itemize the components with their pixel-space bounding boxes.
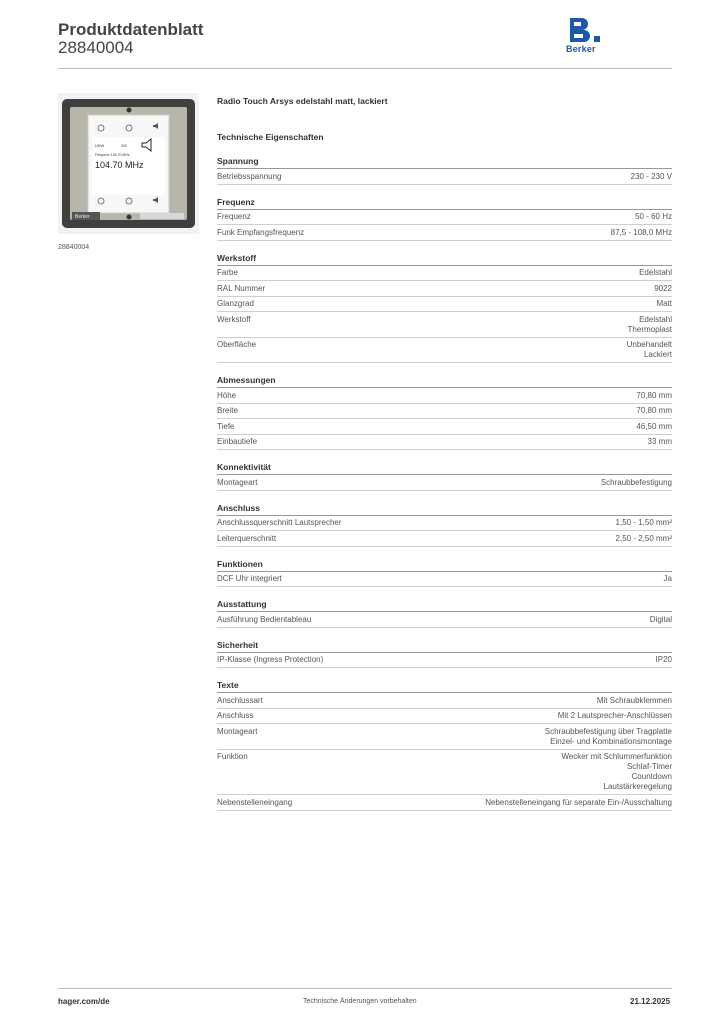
spec-label: Anschluss bbox=[217, 711, 254, 720]
spec-label: Glanzgrad bbox=[217, 299, 254, 308]
section-title: Ausstattung bbox=[217, 599, 672, 612]
spec-row bbox=[217, 531, 672, 547]
spec-row bbox=[217, 516, 672, 532]
footer-date: 21.12.2025 bbox=[630, 997, 671, 1006]
spec-value: Ja bbox=[663, 574, 672, 583]
spec-section bbox=[217, 253, 672, 364]
section-title: Funktionen bbox=[217, 559, 672, 572]
header-article-number: 28840004 bbox=[58, 38, 134, 57]
spec-section bbox=[217, 559, 672, 588]
spec-row bbox=[217, 338, 672, 364]
tech-heading: Technische Eigenschaften bbox=[217, 132, 324, 142]
spec-sections bbox=[217, 156, 672, 811]
spec-label: Montageart bbox=[217, 477, 258, 487]
spec-label: DCF Uhr integriert bbox=[217, 574, 282, 583]
spec-label: RAL Nummer bbox=[217, 283, 266, 293]
section-title: Abmessungen bbox=[217, 375, 672, 388]
spec-section bbox=[217, 503, 672, 547]
product-image bbox=[58, 93, 199, 234]
spec-value: IP20 bbox=[655, 655, 672, 664]
spec-section bbox=[217, 680, 672, 811]
spec-row bbox=[217, 297, 672, 313]
display-band: UKW bbox=[95, 143, 105, 148]
spec-row bbox=[217, 693, 672, 709]
spec-row bbox=[217, 653, 672, 669]
spec-value: Wecker mit Schlummerfunktion Schlaf-Timer Countdown Lautstärkeregelung bbox=[561, 752, 672, 791]
spec-row bbox=[217, 435, 672, 451]
spec-label: Tiefe bbox=[217, 421, 235, 431]
spec-label: Breite bbox=[217, 406, 238, 415]
section-title: Frequenz bbox=[217, 197, 672, 210]
section-title: Werkstoff bbox=[217, 253, 672, 266]
spec-value: Edelstahl bbox=[639, 268, 672, 277]
spec-value: Unbehandelt Lackiert bbox=[626, 340, 672, 359]
spec-value: 87,5 - 108,0 MHz bbox=[610, 227, 672, 237]
spec-label: Betriebsspannung bbox=[217, 171, 282, 181]
spec-row bbox=[217, 572, 672, 588]
spec-label: Leiterquerschnitt bbox=[217, 533, 277, 543]
spec-label: Funk Empfangsfrequenz bbox=[217, 227, 305, 237]
spec-label: IP-Klasse (Ingress Protection) bbox=[217, 655, 324, 664]
spec-label: Einbautiefe bbox=[217, 437, 258, 446]
spec-value: Matt bbox=[656, 299, 672, 308]
spec-section bbox=[217, 462, 672, 491]
spec-section bbox=[217, 375, 672, 450]
display-preset: 2/8 bbox=[121, 143, 127, 148]
section-title: Spannung bbox=[217, 156, 672, 169]
spec-value: 70,80 mm bbox=[636, 390, 672, 400]
spec-row bbox=[217, 169, 672, 185]
header-divider bbox=[58, 68, 672, 69]
footer-website[interactable]: hager.com/de bbox=[58, 997, 110, 1006]
spec-section bbox=[217, 599, 672, 628]
spec-value: 9022 bbox=[654, 283, 672, 293]
spec-value: Schraubbefestigung bbox=[600, 477, 672, 487]
spec-value: 70,80 mm bbox=[636, 406, 672, 415]
spec-row bbox=[217, 312, 672, 338]
spec-row bbox=[217, 388, 672, 404]
spec-value: Schraubbefestigung über Tragplatte Einzel- und Kombinationsmontage bbox=[544, 726, 672, 746]
spec-row bbox=[217, 266, 672, 282]
spec-label: Montageart bbox=[217, 726, 258, 736]
spec-label: Farbe bbox=[217, 268, 238, 277]
spec-row bbox=[217, 612, 672, 628]
spec-row bbox=[217, 404, 672, 420]
section-title: Konnektivität bbox=[217, 462, 672, 475]
spec-label: Oberfläche bbox=[217, 340, 257, 349]
spec-value: 230 - 230 V bbox=[630, 171, 672, 181]
spec-label: Ausführung Bedientableau bbox=[217, 614, 312, 624]
spec-value: 33 mm bbox=[647, 437, 672, 446]
spec-row bbox=[217, 281, 672, 297]
product-name: Radio Touch Arsys edelstahl matt, lackiert bbox=[217, 96, 388, 106]
spec-label: Anschlussquerschnitt Lautsprecher bbox=[217, 518, 342, 527]
display-label: Frequenz 104.70 MHz bbox=[95, 153, 130, 157]
image-caption: 28840004 bbox=[58, 244, 90, 251]
spec-value: Digital bbox=[649, 614, 672, 624]
spec-value: Mit 2 Lautsprecher-Anschlüssen bbox=[557, 711, 672, 720]
spec-value: Edelstahl Thermoplast bbox=[627, 314, 672, 334]
spec-value: 2,50 - 2,50 mm² bbox=[615, 533, 672, 543]
spec-label: Funktion bbox=[217, 752, 248, 761]
spec-row bbox=[217, 709, 672, 725]
spec-value: 46,50 mm bbox=[636, 421, 672, 431]
spec-label: Werkstoff bbox=[217, 314, 251, 324]
spec-label: Frequenz bbox=[217, 212, 251, 221]
brand-name: Berker bbox=[566, 44, 596, 54]
spec-row bbox=[217, 750, 672, 796]
spec-value: 50 - 60 Hz bbox=[635, 212, 672, 221]
berker-b-icon bbox=[566, 16, 606, 44]
footer-notice: Technische Änderungen vorbehalten bbox=[303, 998, 417, 1005]
spec-value: 1,50 - 1,50 mm² bbox=[615, 518, 672, 527]
spec-value: Nebenstelleneingang für separate Ein-/Ausschaltung bbox=[485, 797, 672, 807]
section-title: Anschluss bbox=[217, 503, 672, 516]
spec-label: Nebenstelleneingang bbox=[217, 797, 293, 807]
spec-content bbox=[217, 96, 672, 811]
section-title: Texte bbox=[217, 680, 672, 693]
header-title: Produktdatenblatt bbox=[58, 20, 204, 39]
spec-row bbox=[217, 475, 672, 491]
spec-section bbox=[217, 197, 672, 241]
spec-row bbox=[217, 210, 672, 226]
spec-row bbox=[217, 795, 672, 811]
spec-label: Anschlussart bbox=[217, 695, 263, 705]
spec-section bbox=[217, 156, 672, 185]
spec-row bbox=[217, 419, 672, 435]
spec-section bbox=[217, 640, 672, 669]
spec-value: Mit Schraubklemmen bbox=[596, 695, 672, 705]
footer-divider bbox=[58, 988, 672, 989]
spec-label: Höhe bbox=[217, 390, 237, 400]
display-frequency: 104.70 MHz bbox=[95, 160, 144, 170]
spec-row bbox=[217, 225, 672, 241]
section-title: Sicherheit bbox=[217, 640, 672, 653]
spec-row bbox=[217, 724, 672, 750]
brand-logo bbox=[566, 16, 606, 56]
device-brand-label: Berker bbox=[75, 214, 90, 220]
